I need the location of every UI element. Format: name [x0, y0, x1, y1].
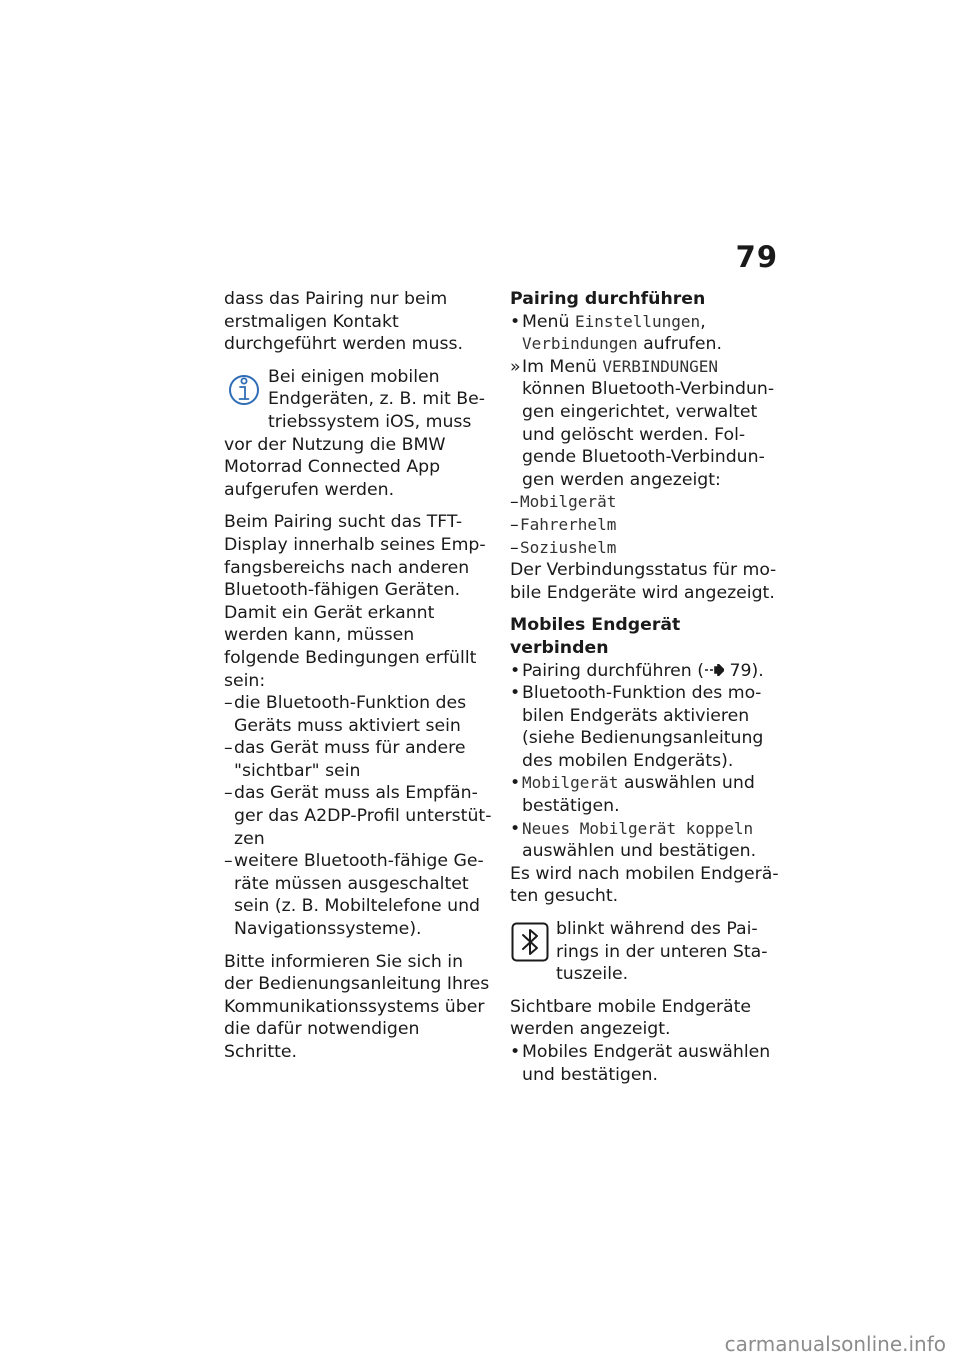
list-item: [224, 782, 492, 850]
paragraph-connection-status: Der Verbindungsstatus für mobile Endgeräte wird angezeigt.: [510, 560, 777, 603]
dash-mark: –: [224, 693, 233, 714]
paragraph-searching: Es wird nach mobilen Endgeräten gesucht.: [510, 863, 779, 907]
left-column: [224, 288, 492, 1064]
list-item: [224, 737, 492, 782]
dash-mark: –: [510, 537, 519, 558]
step-text: aufrufen.: [637, 334, 722, 355]
condition-text: das Gerät muss für andere "sichtbar" sein: [234, 738, 466, 781]
list-item: [510, 491, 782, 514]
page-reference-arrow-icon: [704, 661, 724, 681]
bluetooth-icon: [510, 920, 550, 964]
bluetooth-note: [510, 918, 782, 986]
heading-connect-device: Mobiles Endgerät verbinden: [510, 615, 681, 658]
step-text: Menü: [522, 311, 575, 332]
step-text: auswählen und bestätigen.: [522, 773, 755, 817]
bullet-mark: •: [510, 683, 521, 704]
menu-settings: Einstellungen: [574, 311, 701, 331]
step-text: auswählen und bestätigen.: [522, 841, 757, 862]
dash-mark: –: [224, 738, 233, 759]
result-connections-menu: [510, 356, 782, 492]
condition-list: [224, 692, 492, 941]
info-note: [224, 366, 492, 502]
paragraph-visible-devices: Sichtbare mobile Endgeräte werden angezeigt.: [510, 996, 752, 1040]
list-item: [224, 692, 492, 737]
watermark: carmanualsonline.info: [724, 1332, 946, 1356]
step-pair-new-device: [510, 818, 782, 863]
step-text: Bluetooth-Funktion des mobilen Endgeräts aktivieren (siehe Bedienungsanleitung des mobilen Endgeräts).: [522, 683, 764, 771]
step-text: ).: [751, 660, 764, 681]
step-open-menu: [510, 311, 782, 356]
connection-rider-helmet: Fahrerhelm: [520, 514, 617, 534]
dash-mark: –: [224, 851, 233, 872]
page-number: 79: [735, 240, 778, 274]
bullet-mark: •: [510, 818, 521, 839]
paragraph-manual-reference: Bitte informieren Sie sich in der Bedienungsanleitung Ihres Kommunikationssystems über die dafür notwendigen Schritte.: [224, 951, 490, 1062]
paragraph-pairing-first-contact: dass das Pairing nur beim erstmaligen Kontakt durchgeführt werden muss.: [224, 289, 463, 355]
page-reference: 79: [729, 660, 752, 681]
list-item: [224, 850, 492, 940]
step-pairing: [510, 660, 782, 683]
bullet-mark: •: [510, 773, 521, 794]
heading-pairing: Pairing durchführen: [510, 289, 706, 309]
info-icon: [224, 368, 264, 412]
separator: ,: [700, 311, 706, 332]
bullet-mark: •: [510, 660, 521, 681]
list-item: [510, 514, 782, 537]
dash-mark: –: [510, 514, 519, 535]
bullet-mark: •: [510, 311, 521, 332]
result-text: können Bluetooth-Verbindungen eingerichtet, verwaltet und gelöscht werden. Folgende Bluetooth-Verbindungen werden angezeigt:: [522, 379, 775, 490]
connection-list: [510, 491, 782, 559]
bullet-mark: •: [510, 1042, 521, 1062]
menu-connections: Verbindungen: [522, 334, 638, 354]
right-column: [510, 288, 782, 1086]
paragraph-pairing-search: Beim Pairing sucht das TFT-Display innerhalb seines Empfangsbereichs nach anderen Bluetooth-fähigen Geräten. Damit ein Gerät erkannt werden kann, müssen folgende Bedingungen erfüllt sein:: [224, 512, 486, 691]
step-text: Mobiles Endgerät auswählen und bestätigen.: [522, 1042, 771, 1085]
dash-mark: –: [510, 492, 519, 513]
step-activate-bluetooth: [510, 682, 782, 772]
menu-new-device-pair: Neues Mobilgerät koppeln: [522, 818, 754, 838]
dash-mark: –: [224, 783, 233, 804]
menu-verbindungen: VERBINDUNGEN: [602, 356, 718, 376]
connection-passenger-helmet: Soziushelm: [520, 537, 617, 557]
condition-text: weitere Bluetooth-fähige Geräte müssen ausgeschaltet sein (z. B. Mobiltelefone und Navigationssysteme).: [234, 851, 484, 940]
step-select-mobile: [510, 772, 782, 817]
info-note-text: Bei einigen mobilen Endgeräten, z. B. mit Betriebssystem iOS, muss vor der Nutzung die BMW Motorrad Connected App aufgerufen werden.: [224, 366, 486, 500]
list-item: [510, 537, 782, 560]
connection-mobile: Mobilgerät: [520, 492, 617, 512]
condition-text: die Bluetooth-Funktion des Geräts muss aktiviert sein: [234, 693, 467, 736]
menu-mobilgeraet: Mobilgerät: [522, 773, 619, 793]
result-text: Im Menü: [522, 356, 603, 377]
step-text: Pairing durchführen (: [522, 660, 704, 681]
bluetooth-note-text: blinkt während des Pairings in der unteren Statuszeile.: [556, 919, 768, 985]
step-select-device: [510, 1041, 782, 1086]
result-mark: »: [510, 356, 521, 377]
condition-text: das Gerät muss als Empfänger das A2DP-Profil unterstützen: [234, 783, 492, 849]
